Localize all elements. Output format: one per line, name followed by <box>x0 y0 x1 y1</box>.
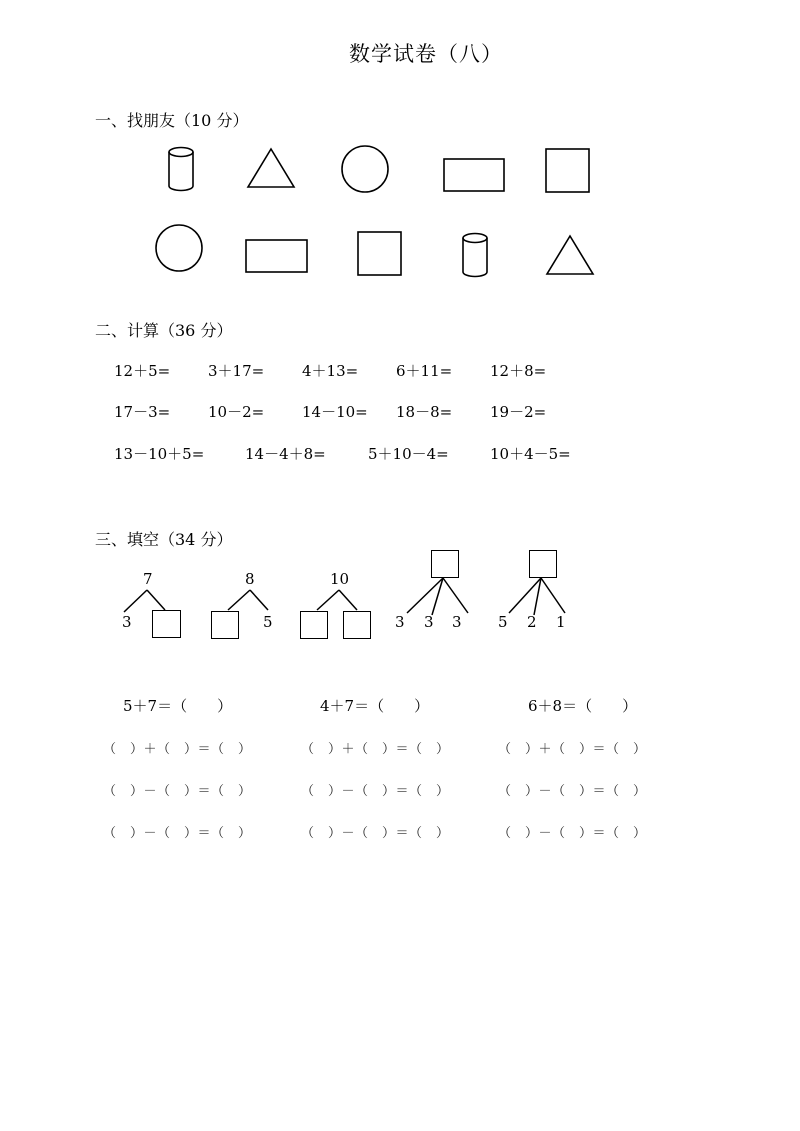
blank-equation: （ ）－（ ）＝（ ） <box>103 784 252 799</box>
calc-problem: 12＋8= <box>490 362 547 380</box>
calc-problem: 3＋17= <box>208 362 265 380</box>
answer-box[interactable] <box>211 611 239 639</box>
equation-blank: 6＋8＝（ ） <box>528 697 638 715</box>
calc-problem: 6＋11= <box>396 362 453 380</box>
section-heading-3: 三、填空（34 分） <box>95 530 233 549</box>
blank-equation: （ ）－（ ）＝（ ） <box>103 826 252 841</box>
triangle-shape <box>246 147 296 189</box>
tree-leaf-number: 3 <box>424 613 434 631</box>
square-shape <box>357 231 402 276</box>
tree-leaf-number: 3 <box>452 613 462 631</box>
tree-leaf-number: 1 <box>556 613 566 631</box>
blank-equation: （ ）－（ ）＝（ ） <box>498 784 647 799</box>
answer-box[interactable] <box>152 610 181 638</box>
equation-blank: 5＋7＝（ ） <box>123 697 233 715</box>
blank-equation: （ ）－（ ）＝（ ） <box>301 784 450 799</box>
calc-problem: 10－2= <box>208 403 265 421</box>
circle-shape <box>154 223 204 273</box>
section-heading-2: 二、计算（36 分） <box>95 321 233 340</box>
blank-equation: （ ）＋（ ）＝（ ） <box>301 742 450 757</box>
blank-equation: （ ）－（ ）＝（ ） <box>301 826 450 841</box>
equation-blank: 4＋7＝（ ） <box>320 697 430 715</box>
tree-leaf-number: 3 <box>122 613 132 631</box>
tree-leaf-number: 5 <box>263 613 273 631</box>
blank-equation: （ ）＋（ ）＝（ ） <box>103 742 252 757</box>
cylinder-shape <box>167 146 195 192</box>
section-heading-1: 一、找朋友（10 分） <box>95 111 249 130</box>
calc-problem: 14－10= <box>302 403 368 421</box>
tree-top-number: 8 <box>245 570 255 588</box>
tree-leaf-number: 2 <box>527 613 537 631</box>
blank-equation: （ ）＋（ ）＝（ ） <box>498 742 647 757</box>
tree-top-number: 10 <box>330 570 350 588</box>
calc-problem: 13－10＋5= <box>114 445 205 463</box>
page-title: 数学试卷（八） <box>349 42 503 66</box>
answer-box[interactable] <box>431 550 459 578</box>
circle-shape <box>340 144 390 194</box>
rectangle-shape <box>443 158 505 192</box>
tree-top-number: 7 <box>143 570 153 588</box>
blank-equation: （ ）－（ ）＝（ ） <box>498 826 647 841</box>
tree-branches <box>404 577 474 617</box>
calc-problem: 19－2= <box>490 403 547 421</box>
calc-problem: 18－8= <box>396 403 453 421</box>
tree-leaf-number: 5 <box>498 613 508 631</box>
calc-problem: 17－3= <box>114 403 171 421</box>
cylinder-shape <box>461 232 489 278</box>
rectangle-shape <box>245 239 308 273</box>
tree-branches <box>505 577 575 617</box>
answer-box[interactable] <box>300 611 328 639</box>
calc-problem: 12＋5= <box>114 362 171 380</box>
answer-box[interactable] <box>529 550 557 578</box>
calc-problem: 4＋13= <box>302 362 359 380</box>
answer-box[interactable] <box>343 611 371 639</box>
square-shape <box>545 148 590 193</box>
calc-problem: 5＋10－4= <box>368 445 449 463</box>
tree-leaf-number: 3 <box>395 613 405 631</box>
calc-problem: 10＋4－5= <box>490 445 571 463</box>
calc-problem: 14－4＋8= <box>245 445 326 463</box>
triangle-shape <box>545 234 595 276</box>
